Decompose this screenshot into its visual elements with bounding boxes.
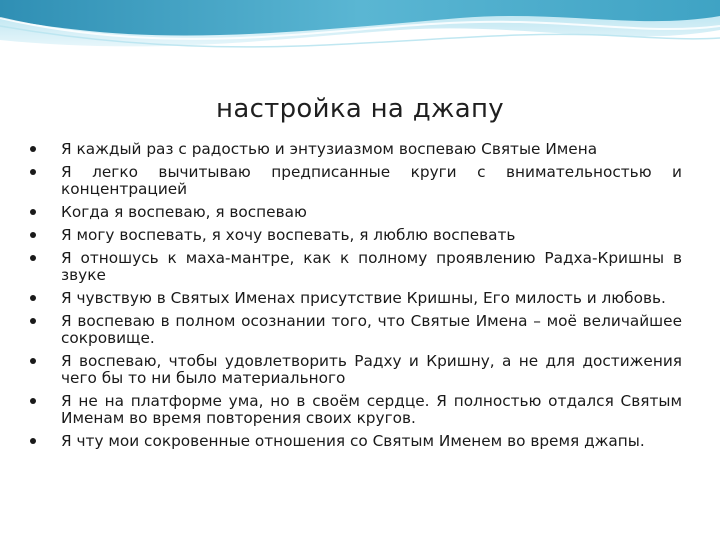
bullet-text: Я каждый раз с радостью и энтузиазмом воспеваю Святые Имена [61, 140, 598, 158]
bullet-text: Я легко вычитываю предписанные круги с внимательностью и концентрацией [61, 163, 682, 198]
slide-title: настройка на джапу [216, 94, 504, 124]
bullet-text: Я отношусь к маха-мантре, как к полному проявлению Радха-Кришны в звуке [61, 249, 682, 284]
bullet-dot-icon [30, 438, 36, 444]
bullet-text: Я воспеваю в полном осознании того, что Святые Имена – моё величайшее сокровище. [61, 312, 682, 347]
bullet-item [30, 433, 682, 450]
bullet-item [30, 290, 682, 307]
bullet-dot-icon [30, 232, 36, 238]
bullet-item [30, 204, 682, 221]
bullet-dot-icon [30, 169, 36, 175]
bullet-text: Я чту мои сокровенные отношения со Святым Именем во время джапы. [61, 432, 645, 450]
bullet-item [30, 141, 682, 158]
wave-header-decoration [0, 0, 720, 60]
bullet-item [30, 313, 682, 347]
bullet-dot-icon [30, 255, 36, 261]
bullet-item [30, 250, 682, 284]
bullet-text: Я воспеваю, чтобы удовлетворить Радху и Кришну, а не для достижения чего бы то ни было материального [61, 352, 682, 387]
bullet-text: Я могу воспевать, я хочу воспевать, я люблю воспевать [61, 226, 516, 244]
bullet-dot-icon [30, 318, 36, 324]
bullet-text: Я чувствую в Святых Именах присутствие Кришны, Его милость и любовь. [61, 289, 666, 307]
bullet-item [30, 227, 682, 244]
bullet-item [30, 164, 682, 198]
bullet-text: Когда я воспеваю, я воспеваю [61, 203, 307, 221]
bullet-item [30, 353, 682, 387]
bullet-item [30, 393, 682, 427]
bullet-dot-icon [30, 209, 36, 215]
bullet-text: Я не на платформе ума, но в своём сердце. Я полностью отдался Святым Именам во время повторения своих кругов. [61, 392, 682, 427]
bullet-dot-icon [30, 398, 36, 404]
bullet-dot-icon [30, 358, 36, 364]
bullet-dot-icon [30, 295, 36, 301]
bullet-list [30, 141, 682, 456]
bullet-dot-icon [30, 146, 36, 152]
